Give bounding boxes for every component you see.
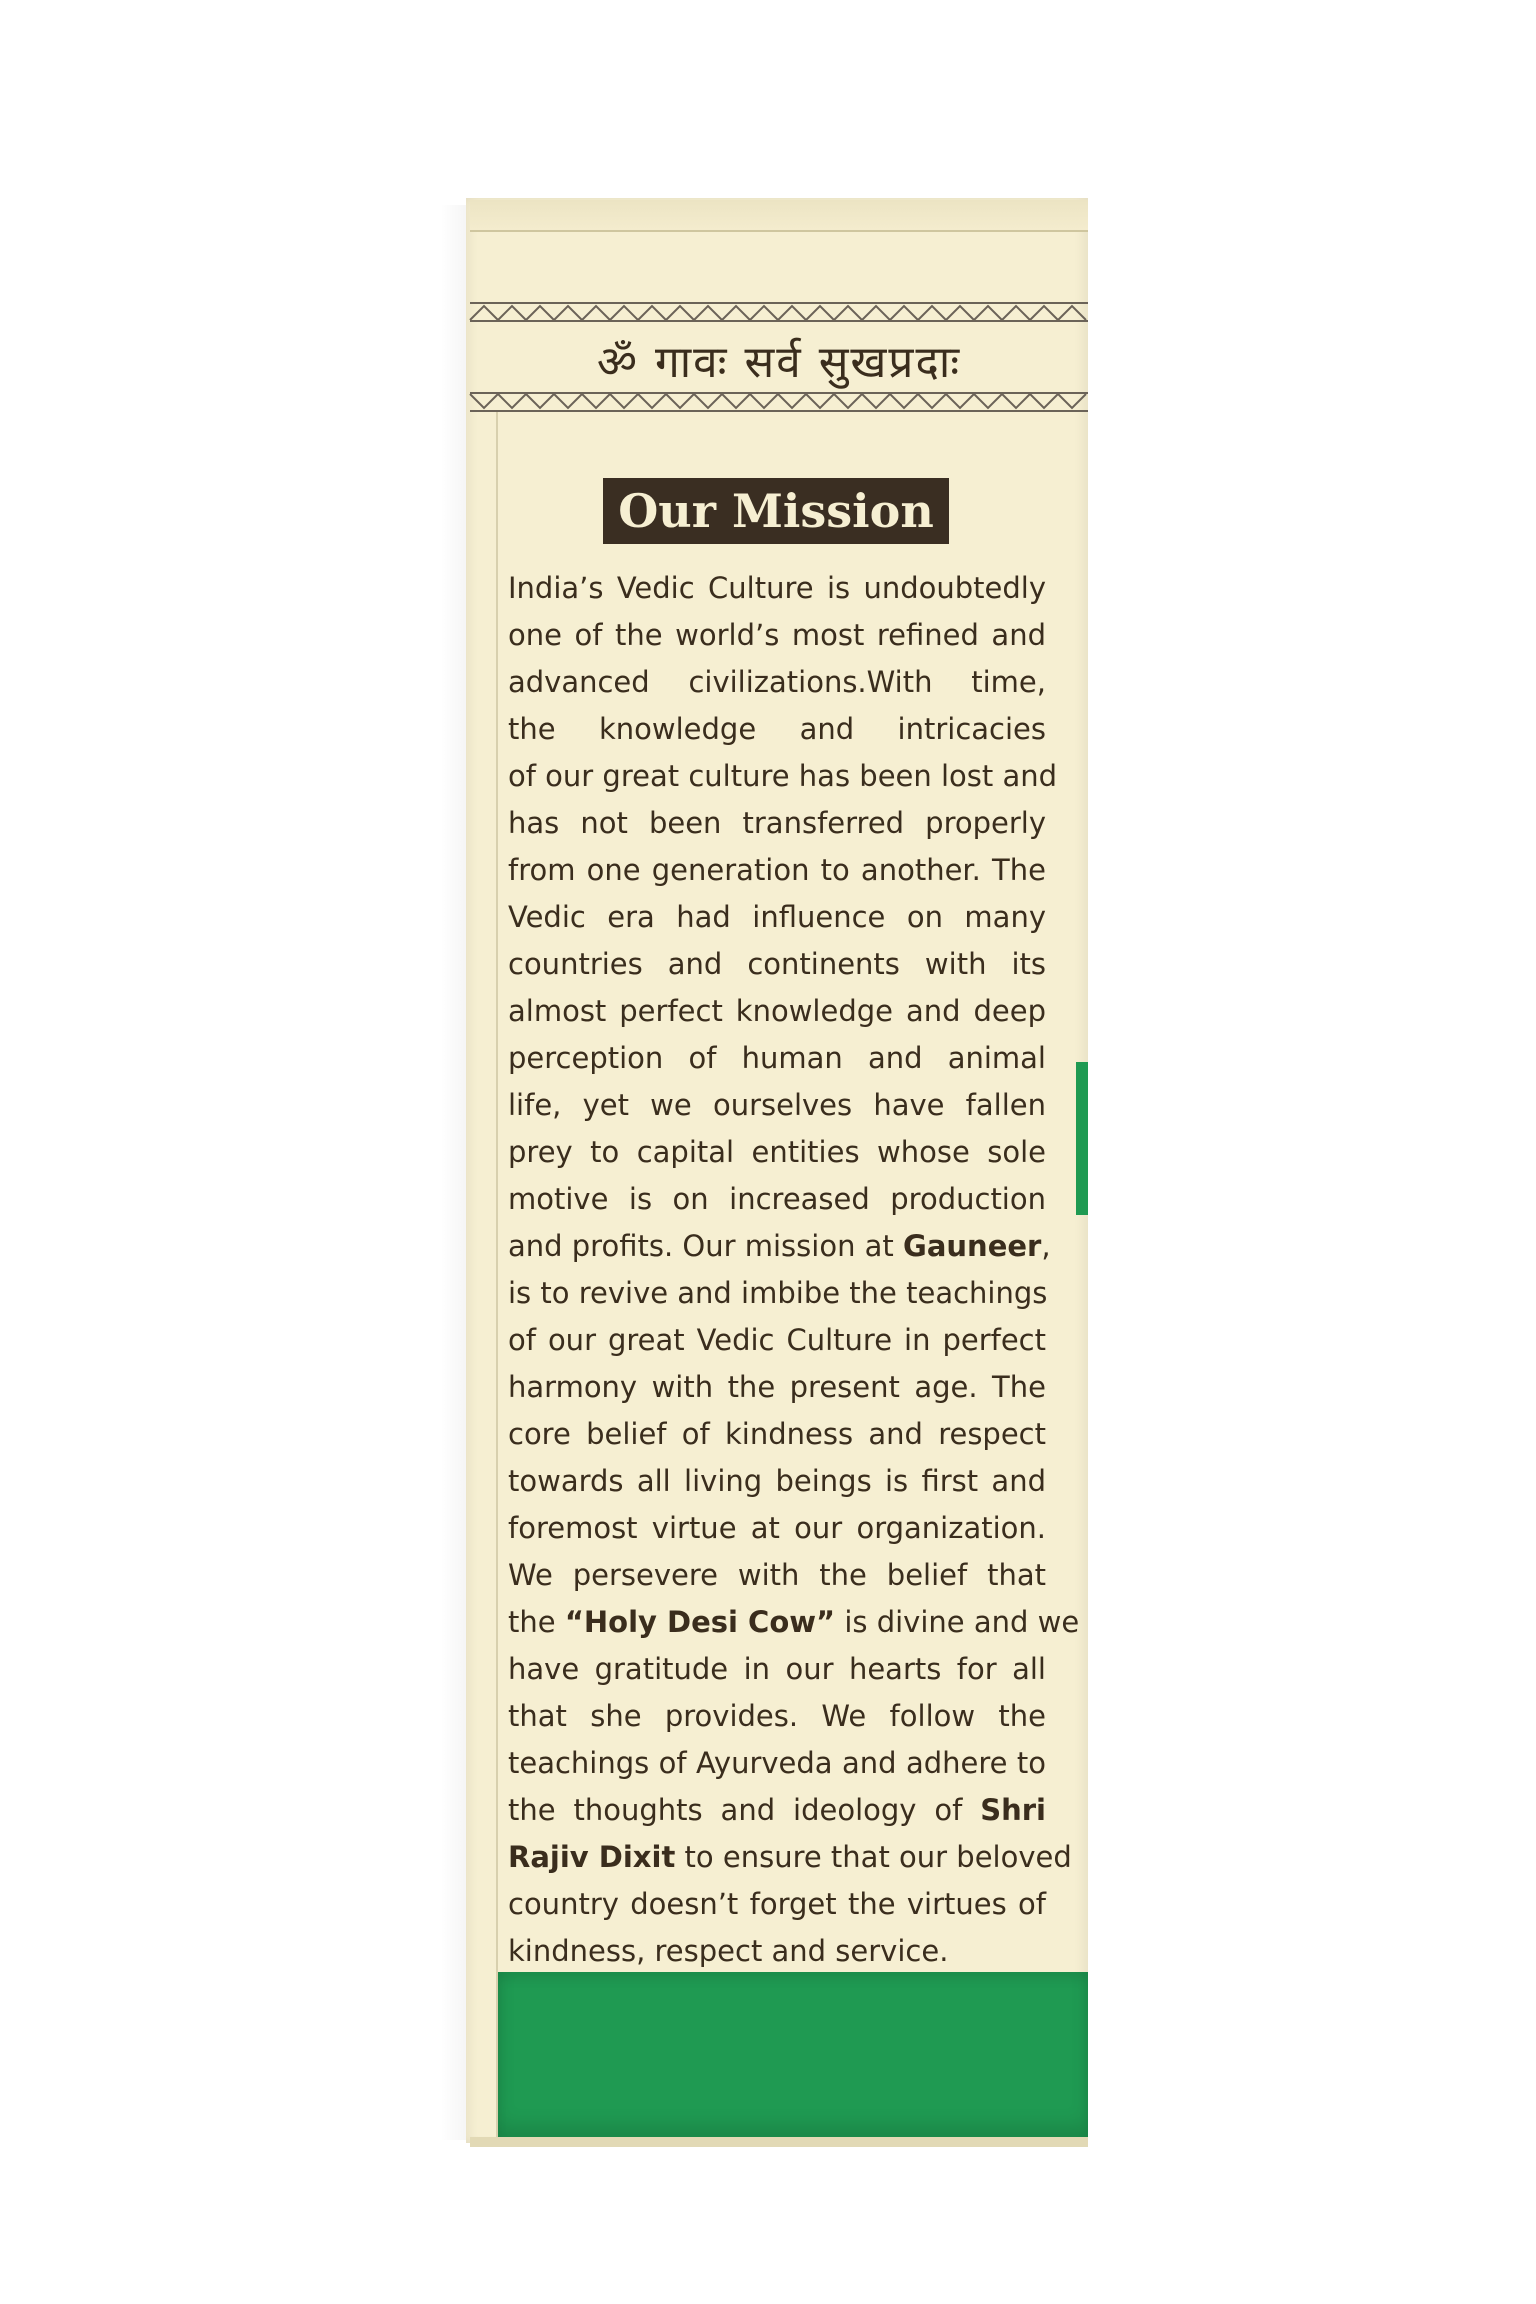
box-flap-crease — [470, 230, 1088, 232]
mission-line: life, yet we ourselves have fallen — [508, 1088, 1046, 1122]
mission-line: the “Holy Desi Cow” is divine and we — [508, 1605, 1080, 1639]
mission-line: of our great Vedic Culture in perfect — [508, 1323, 1046, 1357]
mission-line: one of the world’s most refined and — [508, 618, 1046, 652]
mission-line: advanced civilizations.With time, — [508, 665, 1046, 699]
sanskrit-mantra: ॐ गावः सर्व सुखप्रदाः — [596, 337, 962, 388]
mission-line: the thoughts and ideology of Shri — [508, 1793, 1046, 1827]
mission-line: have gratitude in our hearts for all — [508, 1652, 1046, 1686]
mission-line: of our great culture has been lost and — [508, 759, 1058, 793]
mission-line: Vedic era had influence on many — [508, 900, 1046, 934]
mission-line: perception of human and animal — [508, 1041, 1046, 1075]
mission-line: harmony with the present age. The — [508, 1370, 1046, 1404]
mission-line: teachings of Ayurveda and adhere to — [508, 1746, 1046, 1780]
box-bottom-edge — [470, 2137, 1088, 2147]
mission-line: the knowledge and intricacies — [508, 712, 1046, 746]
decorative-border-top — [470, 300, 1088, 324]
mission-line: country doesn’t forget the virtues of — [508, 1887, 1046, 1921]
mission-line: from one generation to another. The — [508, 853, 1046, 887]
green-side-strip — [1076, 1062, 1088, 1215]
mission-heading: Our Mission — [603, 478, 949, 544]
mission-line: motive is on increased production — [508, 1182, 1046, 1216]
green-bottom-band — [498, 1972, 1088, 2137]
mission-line: foremost virtue at our organization. — [508, 1511, 1046, 1545]
mission-line: India’s Vedic Culture is undoubtedly — [508, 571, 1046, 605]
mission-line: almost perfect knowledge and deep — [508, 994, 1046, 1028]
mission-line: is to revive and imbibe the teachings — [508, 1276, 1048, 1310]
box-top-flap — [470, 200, 1088, 232]
mission-line: towards all living beings is first and — [508, 1464, 1046, 1498]
mission-line: that she provides. We follow the — [508, 1699, 1046, 1733]
mission-line: has not been transferred properly — [508, 806, 1046, 840]
mission-line: prey to capital entities whose sole — [508, 1135, 1046, 1169]
mission-line: We persevere with the belief that — [508, 1558, 1046, 1592]
mission-line: kindness, respect and service. — [508, 1934, 949, 1968]
mission-line: Rajiv Dixit to ensure that our beloved — [508, 1840, 1072, 1874]
mission-line: core belief of kindness and respect — [508, 1417, 1046, 1451]
decorative-border-bottom — [470, 390, 1088, 414]
mission-line: and profits. Our mission at Gauneer, — [508, 1229, 1051, 1263]
box-edge-crease — [496, 410, 498, 2140]
mission-text — [508, 565, 1080, 1975]
mission-line: countries and continents with its — [508, 947, 1046, 981]
